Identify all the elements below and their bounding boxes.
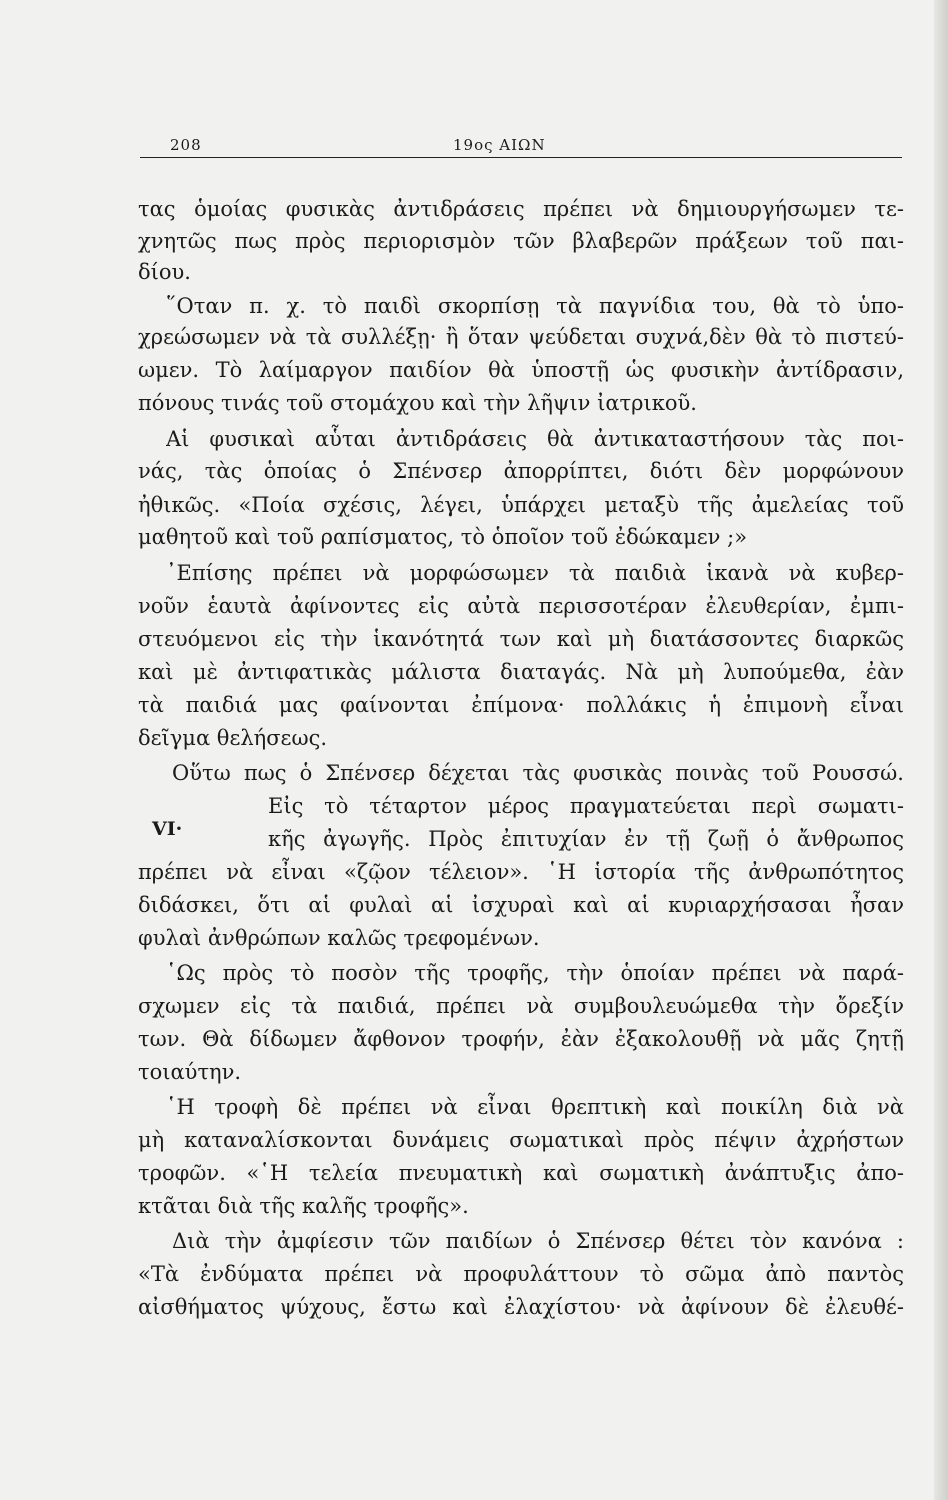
page-number: 208 (170, 136, 202, 154)
text-line: δίου. (138, 260, 191, 284)
text-line: σχωμεν εἰς τὰ παιδιά, πρέπει νὰ συμβουλευώμεθα τὴν ὄρεξίν (138, 994, 904, 1018)
text-line: Αἱ φυσικαὶ αὗται ἀντιδράσεις θὰ ἀντικαταστήσουν τὰς ποι- (166, 427, 904, 451)
text-line: αἰσθήματος ψύχους, ἔστω καὶ ἐλαχίστου· νὰ ἀφίνουν δὲ ἐλευθέ- (138, 1295, 904, 1319)
text-line: πρέπει νὰ εἶναι «ζῷον τέλειον». ῾Η ἱστορία τῆς ἀνθρωπότητος (138, 860, 904, 884)
text-line: πόνους τινάς τοῦ στομάχου καὶ τὴν λῆψιν ἰατρικοῦ. (138, 391, 697, 415)
text-line: ωμεν. Τὸ λαίμαργον παιδίον θὰ ὑποστῇ ὡς φυσικὴν ἀντίδρασιν, (138, 358, 904, 382)
header-rule (140, 157, 902, 158)
text-line: τας ὁμοίας φυσικὰς ἀντιδράσεις πρέπει νὰ δημιουργήσωμεν τε- (138, 197, 904, 221)
text-line: κῆς ἀγωγῆς. Πρὸς ἐπιτυχίαν ἐν τῇ ζωῇ ὁ ἄνθρωπος (268, 827, 904, 851)
text-line: Οὕτω πως ὁ Σπένσερ δέχεται τὰς φυσικὰς ποινὰς τοῦ Ρουσσώ. (172, 761, 904, 785)
text-line: ῾Η τροφὴ δὲ πρέπει νὰ εἶναι θρεπτικὴ καὶ ποικίλη διὰ νὰ (166, 1095, 904, 1119)
text-line: ᾿Επίσης πρέπει νὰ μορφώσωμεν τὰ παιδιὰ ἱκανὰ νὰ κυβερ- (166, 561, 904, 585)
text-line: ἠθικῶς. «Ποία σχέσις, λέγει, ὑπάρχει μεταξὺ τῆς ἀμελείας τοῦ (138, 493, 904, 517)
text-line: μαθητοῦ καὶ τοῦ ραπίσματος, τὸ ὁποῖον τοῦ ἐδώκαμεν ;» (138, 525, 748, 549)
text-line: νοῦν ἑαυτὰ ἀφίνοντες εἰς αὐτὰ περισσοτέραν ἐλευθερίαν, ἐμπι- (138, 594, 904, 618)
text-line: Διὰ τὴν ἀμφίεσιν τῶν παιδίων ὁ Σπένσερ θέτει τὸν κανόνα : (172, 1229, 904, 1253)
text-line: Εἰς τὸ τέταρτον μέρος πραγματεύεται περὶ σωματι- (268, 794, 904, 818)
text-line: μὴ καταναλίσκονται δυνάμεις σωματικαὶ πρὸς πέψιν ἀχρήστων (138, 1128, 904, 1152)
text-line: νάς, τὰς ὁποίας ὁ Σπένσερ ἀπορρίπτει, διότι δὲν μορφώνουν (138, 459, 904, 483)
text-line: των. Θὰ δίδωμεν ἄφθονον τροφήν, ἐὰν ἐξακολουθῇ νὰ μᾶς ζητῇ (138, 1027, 904, 1051)
text-line: δεῖγμα θελήσεως. (138, 726, 327, 750)
text-line: «Τὰ ἐνδύματα πρέπει νὰ προφυλάττουν τὸ σῶμα ἀπὸ παντὸς (138, 1262, 904, 1286)
text-line: στευόμενοι εἰς τὴν ἱκανότητά των καὶ μὴ διατάσσοντες διαρκῶς (138, 627, 904, 651)
running-header (140, 136, 902, 156)
text-line: τοιαύτην. (138, 1060, 242, 1084)
text-line: τὰ παιδιά μας φαίνονται ἐπίμονα· πολλάκις ἡ ἐπιμονὴ εἶναι (138, 693, 904, 717)
section-number: VI· (152, 818, 183, 840)
text-line: χνητῶς πως πρὸς περιορισμὸν τῶν βλαβερῶν πράξεων τοῦ παι- (138, 229, 904, 253)
text-line: χρεώσωμεν νὰ τὰ συλλέξῃ· ἢ ὅταν ψεύδεται συχνά,δὲν θὰ τὸ πιστεύ- (138, 325, 904, 349)
text-line: ῞Οταν π. χ. τὸ παιδὶ σκορπίσῃ τὰ παγνίδια του, θὰ τὸ ὑπο- (166, 294, 904, 318)
text-line: κτᾶται διὰ τῆς καλῆς τροφῆς». (138, 1194, 469, 1218)
text-line: φυλαὶ ἀνθρώπων καλῶς τρεφομένων. (138, 926, 540, 950)
page-edge-shadow (934, 0, 948, 1500)
text-line: τροφῶν. «῾Η τελεία πνευματικὴ καὶ σωματικὴ ἀνάπτυξις ἀπο- (138, 1161, 904, 1185)
running-title: 19ος ΑΙΩΝ (453, 136, 546, 154)
text-line: διδάσκει, ὅτι αἱ φυλαὶ αἱ ἰσχυραὶ καὶ αἱ κυριαρχήσασαι ἦσαν (138, 893, 904, 917)
text-line: καὶ μὲ ἀντιφατικὰς μάλιστα διαταγάς. Νὰ μὴ λυπούμεθα, ἐὰν (138, 660, 904, 684)
text-line: ῾Ως πρὸς τὸ ποσὸν τῆς τροφῆς, τὴν ὁποίαν πρέπει νὰ παρά- (166, 961, 904, 985)
